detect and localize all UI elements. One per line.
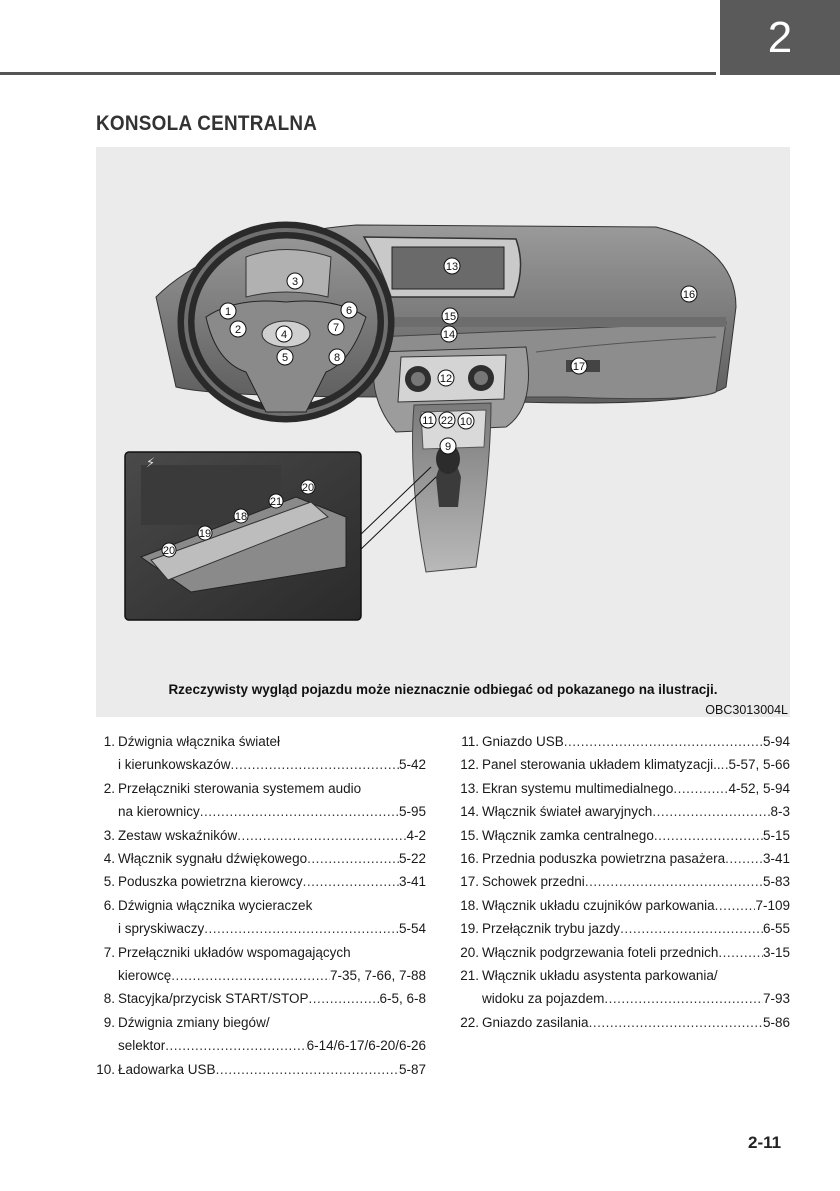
dashboard-illustration	[96, 147, 790, 717]
svg-text:9: 9	[444, 441, 452, 453]
item-number: 15.	[460, 827, 479, 843]
leader-dots	[589, 1011, 763, 1034]
leader-dots	[604, 987, 763, 1010]
item-page-ref: 7-35, 7-66, 7-88	[329, 968, 426, 984]
item-number: 10.	[96, 1061, 115, 1077]
item-number: 5.	[103, 874, 115, 890]
list-item	[96, 987, 426, 1010]
svg-text:17: 17	[572, 361, 586, 373]
leader-dots	[725, 847, 763, 870]
leader-dots	[216, 1058, 399, 1081]
leader-dots	[654, 824, 763, 847]
callout-12	[438, 370, 454, 386]
svg-text:18: 18	[234, 511, 248, 523]
chapter-tab: 2	[720, 0, 840, 75]
list-item	[96, 941, 426, 988]
svg-text:8: 8	[333, 352, 341, 364]
item-label: i kierunkowskazów	[118, 757, 231, 773]
leader-dots	[652, 800, 770, 823]
svg-text:16: 16	[682, 289, 696, 301]
callout-4	[276, 326, 292, 342]
item-page-ref: 4-52, 5-94	[728, 780, 790, 796]
item-label: Włącznik świateł awaryjnych	[482, 804, 653, 820]
item-page-ref: 5-57, 5-66	[728, 757, 790, 773]
leader-dots	[721, 753, 729, 776]
item-page-ref: 5-95	[398, 804, 426, 820]
item-page-ref: 3-41	[398, 874, 426, 890]
item-label-line: Dźwignia zmiany biegów/	[118, 1014, 270, 1030]
item-page-ref: 4-2	[406, 827, 426, 843]
item-page-ref: 8-3	[770, 804, 790, 820]
item-number: 3.	[103, 827, 115, 843]
leader-dots	[204, 917, 399, 940]
item-number: 16.	[460, 851, 479, 867]
item-number: 18.	[460, 897, 479, 913]
callout-3	[287, 273, 303, 289]
callout-14	[441, 326, 457, 342]
figure-caption: Rzeczywisty wygląd pojazdu może nieznacznie odbiegać od pokazanego na ilustracji.	[168, 682, 718, 697]
list-item	[96, 894, 426, 941]
list-item	[96, 824, 426, 847]
inset-callout-18	[234, 509, 248, 523]
list-item	[460, 800, 790, 823]
callout-2	[230, 321, 246, 337]
svg-text:15: 15	[443, 311, 457, 323]
callout-9	[440, 438, 456, 454]
svg-text:4: 4	[280, 329, 288, 341]
item-page-ref: 5-86	[762, 1014, 790, 1030]
svg-text:14: 14	[442, 329, 456, 341]
item-label-line: Dźwignia włącznika wycieraczek	[118, 897, 313, 913]
leader-dots	[200, 800, 399, 823]
item-number: 22.	[460, 1014, 479, 1030]
item-page-ref: 3-41	[762, 851, 790, 867]
item-number: 20.	[460, 944, 479, 960]
item-label: Gniazdo USB	[482, 734, 564, 749]
switch-inset	[125, 452, 361, 620]
callout-15	[442, 308, 458, 324]
callout-17	[571, 358, 587, 374]
svg-text:10: 10	[459, 416, 473, 428]
list-item	[460, 870, 790, 893]
leader-dots	[715, 894, 756, 917]
callout-1	[220, 303, 236, 319]
item-page-ref: 5-87	[398, 1061, 426, 1077]
svg-text:12: 12	[439, 373, 453, 385]
leader-dots	[165, 1034, 306, 1057]
svg-text:1: 1	[224, 306, 232, 318]
item-page-ref: 5-15	[762, 827, 790, 843]
item-page-ref: 5-54	[398, 921, 426, 937]
item-page-ref: 6-14/6-17/6-20/6-26	[306, 1038, 426, 1054]
item-label: Przełącznik trybu jazdy	[482, 921, 621, 937]
callout-5	[277, 349, 293, 365]
list-item	[96, 1058, 426, 1081]
leader-dots	[309, 987, 380, 1010]
svg-text:22: 22	[440, 415, 454, 427]
item-label-line: Włącznik układu asystenta parkowania/	[482, 968, 718, 984]
item-page-ref: 5-94	[762, 734, 790, 749]
item-label: Stacyjka/przycisk START/STOP	[118, 991, 309, 1007]
svg-text:20: 20	[301, 482, 315, 494]
leader-dots	[231, 753, 399, 776]
leader-dots	[673, 777, 728, 800]
inset-callout-21	[269, 494, 283, 508]
item-label: selektor	[118, 1038, 166, 1054]
item-label: Włącznik sygnału dźwiękowego	[118, 851, 308, 867]
svg-text:7: 7	[332, 322, 340, 334]
list-item	[96, 847, 426, 870]
item-label: i spryskiwaczy	[118, 921, 205, 937]
list-item	[460, 941, 790, 964]
item-page-ref: 6-55	[762, 921, 790, 937]
leader-dots	[171, 964, 330, 987]
item-label-line: Przełączniki układów wspomagających	[118, 944, 351, 960]
item-page-ref: 5-42	[398, 757, 426, 773]
section-title: KONSOLA CENTRALNA	[96, 112, 318, 135]
item-number: 6.	[103, 897, 115, 913]
svg-text:21: 21	[269, 496, 283, 508]
item-page-ref: 3-15	[762, 944, 790, 960]
callout-7	[328, 319, 344, 335]
leader-dots	[718, 941, 763, 964]
list-item	[460, 847, 790, 870]
callout-10	[458, 413, 474, 429]
item-number: 9.	[103, 1014, 115, 1030]
svg-text:13: 13	[445, 261, 459, 273]
leader-dots	[620, 917, 763, 940]
list-item	[460, 964, 790, 1011]
item-number: 12.	[460, 757, 479, 773]
list-item	[460, 753, 790, 776]
dashboard-drawing	[96, 147, 790, 677]
item-number: 4.	[103, 851, 115, 867]
item-label: kierowcę	[118, 968, 172, 984]
svg-text:5: 5	[281, 352, 289, 364]
list-item	[460, 917, 790, 940]
list-item	[460, 1011, 790, 1034]
callout-8	[329, 349, 345, 365]
item-page-ref: 5-22	[398, 851, 426, 867]
list-item	[96, 730, 426, 777]
item-number: 2.	[103, 780, 115, 796]
leader-dots	[237, 824, 406, 847]
inset-callout-20a	[162, 543, 176, 557]
header-rule	[0, 72, 716, 75]
svg-text:6: 6	[345, 305, 353, 317]
list-item	[460, 894, 790, 917]
leader-dots	[564, 730, 763, 753]
item-number: 19.	[460, 921, 479, 937]
inset-callout-19	[198, 526, 212, 540]
svg-text:3: 3	[291, 276, 299, 288]
item-number: 7.	[103, 944, 115, 960]
item-number: 13.	[460, 780, 479, 796]
svg-text:2: 2	[234, 324, 242, 336]
item-label-line: Przełączniki sterowania systemem audio	[118, 780, 362, 796]
item-label: Ekran systemu multimedialnego	[482, 780, 674, 796]
item-page-ref: 7-93	[762, 991, 790, 1007]
page-number: 2-11	[748, 1133, 782, 1152]
list-item	[96, 777, 426, 824]
wireless-charge-icon: ⚡	[146, 456, 156, 471]
item-number: 11.	[461, 734, 479, 749]
item-page-ref: 7-109	[755, 897, 790, 913]
item-label: Poduszka powietrzna kierowcy	[118, 874, 303, 890]
leader-dots	[585, 870, 763, 893]
inset-callout-20b	[301, 480, 315, 494]
item-number: 14.	[460, 804, 479, 820]
svg-text:11: 11	[422, 415, 434, 427]
list-item	[460, 824, 790, 847]
item-label: Zestaw wskaźników	[118, 827, 238, 843]
callout-16	[681, 286, 697, 302]
item-label: Włącznik zamka centralnego	[482, 827, 654, 843]
figure-code: OBC3013004L	[705, 703, 788, 717]
item-label: Włącznik podgrzewania foteli przednich	[482, 944, 719, 960]
list-item	[96, 1011, 426, 1058]
list-item	[96, 870, 426, 893]
leader-dots	[307, 847, 399, 870]
list-item	[460, 777, 790, 800]
callout-13	[444, 258, 460, 274]
item-label: widoku za pojazdem	[482, 991, 605, 1007]
callout-11	[420, 412, 436, 428]
item-label: Panel sterowania układem klimatyzacji..	[482, 757, 721, 773]
list-item	[460, 730, 790, 753]
leader-dots	[303, 870, 399, 893]
svg-text:20: 20	[162, 545, 176, 557]
item-number: 17.	[460, 874, 479, 890]
item-number: 1.	[103, 734, 115, 749]
item-number: 21.	[460, 968, 479, 984]
item-label: Gniazdo zasilania	[482, 1014, 589, 1030]
component-list-left	[96, 730, 426, 1081]
item-label: Włącznik układu czujników parkowania	[482, 897, 715, 913]
callout-22	[439, 412, 455, 428]
callout-6	[341, 302, 357, 318]
svg-text:19: 19	[198, 528, 212, 540]
item-label: Ładowarka USB	[118, 1061, 216, 1077]
component-list-right	[460, 730, 790, 1034]
item-number: 8.	[103, 991, 115, 1007]
item-page-ref: 6-5, 6-8	[379, 991, 426, 1007]
item-label-line: Dźwignia włącznika świateł	[118, 734, 281, 749]
item-label: na kierownicy	[118, 804, 200, 820]
item-label: Przednia poduszka powietrzna pasażera	[482, 851, 726, 867]
item-label: Schowek przedni	[482, 874, 585, 890]
item-page-ref: 5-83	[762, 874, 790, 890]
